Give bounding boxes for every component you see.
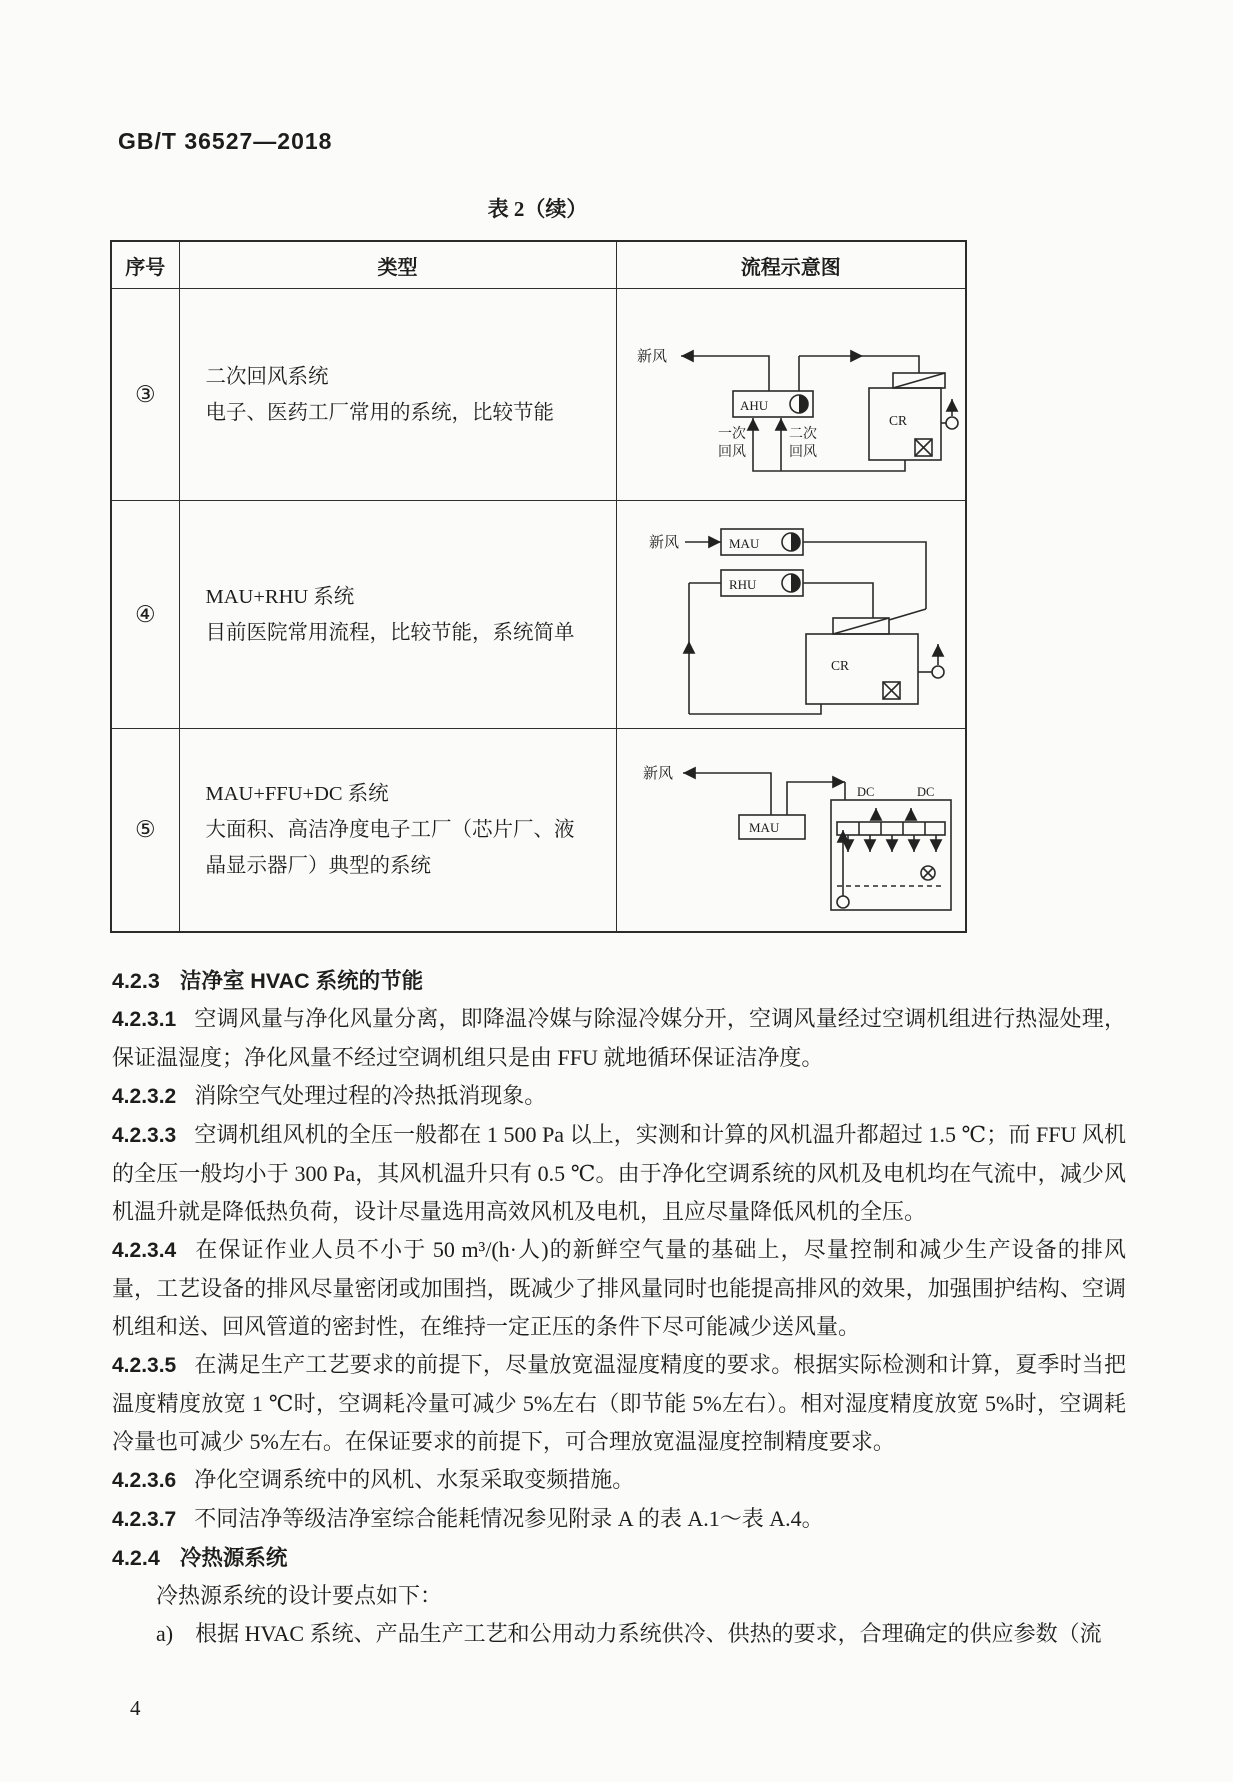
col-header-number: 序号 — [111, 241, 179, 289]
damper-icon — [915, 439, 932, 456]
clause-paragraph — [112, 1077, 1126, 1116]
list-item-label: a) — [156, 1621, 174, 1646]
type-desc: 大面积、高洁净度电子工厂（芯片厂、液晶显示器厂）典型的系统 — [205, 819, 575, 877]
table-header-row — [111, 241, 966, 289]
clause-paragraph — [112, 1346, 1126, 1461]
diagram-mau-rhu — [621, 506, 961, 718]
clause-number: 4.2.3.1 — [112, 1008, 177, 1031]
row-type — [179, 501, 616, 729]
clause-text: 在满足生产工艺要求的前提下，尽量放宽温湿度精度的要求。根据实际检测和计算，夏季时当把温度精度放宽 1 ℃时，空调耗冷量可减少 5%左右（即节能 5%左右）。相对湿度精度放宽 5%时，空调耗冷量也可减少 5%左右。在保证要求的前提下，可合理放宽温湿度控制精度要求。 — [112, 1352, 1126, 1454]
clause-paragraph — [112, 1000, 1126, 1077]
clause-number: 4.2.3.5 — [112, 1354, 177, 1377]
rhu-label: RHU — [728, 577, 757, 592]
duct-line — [889, 609, 926, 620]
type-desc: 目前医院常用流程，比较节能，系统简单 — [205, 621, 575, 644]
clause-text: 不同洁净等级洁净室综合能耗情况参见附录 A 的表 A.1～表 A.4。 — [194, 1506, 824, 1531]
duct-line — [803, 583, 873, 618]
clause-text: 在保证作业人员不小于 50 m³/(h·人)的新鲜空气量的基础上，尽量控制和减少生产设备的排风量，工艺设备的排风尽量密闭或加围挡，既减少了排风量同时也能提高排风的效果，加强围护结构、空调机组和送、回风管道的密封性，在维持一定正压的条件下尽可能减少送风量。 — [112, 1237, 1126, 1339]
mau-label: MAU — [748, 820, 780, 835]
rhu-unit — [721, 570, 803, 596]
row-type — [179, 289, 616, 501]
standard-number-header: GB/T 36527—2018 — [118, 128, 333, 154]
fresh-air-label: 新风 — [642, 766, 673, 782]
mau-unit — [721, 529, 803, 555]
ahu-label: AHU — [739, 398, 768, 413]
dc-label: DC — [856, 785, 875, 799]
duct-line — [721, 356, 769, 391]
row-diagram — [616, 729, 966, 933]
secondary-return-label: 二次 — [788, 427, 817, 442]
type-desc: 电子、医药工厂常用的系统，比较节能 — [205, 401, 554, 424]
table-row — [111, 501, 966, 729]
row-number: ④ — [111, 501, 179, 729]
section-title: 冷热源系统 — [179, 1546, 288, 1570]
diagram-secondary-return-air — [621, 303, 961, 481]
clause-paragraph — [112, 1500, 1126, 1539]
type-title: 二次回风系统 — [205, 365, 329, 388]
row-diagram — [616, 501, 966, 729]
clause-number: 4.2.3.6 — [112, 1469, 177, 1492]
section-number: 4.2.3 — [112, 969, 160, 993]
clause-number: 4.2.3.2 — [112, 1085, 177, 1108]
intro-paragraph: 冷热源系统的设计要点如下： — [156, 1583, 443, 1608]
damper-icon — [883, 682, 900, 699]
table-row — [111, 729, 966, 933]
type-title: MAU+FFU+DC 系统 — [205, 783, 389, 805]
exhaust-fan-icon — [941, 399, 958, 429]
supply-duct — [803, 542, 926, 609]
clause-number: 4.2.3.3 — [112, 1124, 177, 1147]
fresh-air-label: 新风 — [648, 535, 679, 551]
type-title: MAU+RHU 系统 — [205, 585, 355, 608]
section-number: 4.2.4 — [112, 1546, 160, 1570]
clause-text: 空调风量与净化风量分离，即降温冷媒与除湿冷媒分开，空调风量经过空调机组进行热湿处理，保证温湿度；净化风量不经过空调机组只是由 FFU 就地循环保证洁净度。 — [112, 1006, 1126, 1070]
row-number: ③ — [111, 289, 179, 501]
supply-duct — [787, 782, 845, 815]
row-diagram — [616, 289, 966, 501]
filter-icon — [833, 618, 889, 634]
table-title: 表 2（续） — [487, 197, 588, 221]
list-item-text: 根据 HVAC 系统、产品生产工艺和公用动力系统供冷、供热的要求，合理确定的供应参数（流 — [195, 1621, 1102, 1646]
clause-paragraph — [112, 1231, 1126, 1346]
cr-label: CR — [830, 658, 849, 673]
clause-paragraph — [112, 1116, 1126, 1231]
table-row — [111, 289, 966, 501]
clause-paragraph — [112, 1461, 1126, 1500]
return-duct — [689, 704, 821, 714]
cleanroom-box — [831, 800, 951, 910]
col-header-type: 类型 — [179, 241, 616, 289]
primary-return-duct — [753, 418, 905, 471]
section-heading-4-2-4 — [112, 1539, 1126, 1577]
dc-label: DC — [916, 785, 935, 799]
diagram-mau-ffu-dc — [621, 730, 961, 925]
mau-unit — [739, 815, 805, 839]
cleanroom-box — [806, 634, 918, 704]
body-text — [112, 962, 1126, 1653]
clause-text: 空调机组风机的全压一般都在 1 500 Pa 以上，实测和计算的风机温升都超过 1.5 ℃；而 FFU 风机的全压一般均小于 300 Pa，其风机温升只有 0.5 ℃。由于净化空调系统的风机及电机均在气流中，减少风机温升就是降低热负荷，设计尽量选用高效风机及电机，且应尽量降低风机的全压。 — [112, 1122, 1126, 1224]
cleanroom-box — [869, 388, 941, 460]
secondary-return-label: 回风 — [788, 445, 817, 460]
dry-coil-fan-icon — [921, 866, 935, 880]
section-title: 洁净室 HVAC 系统的节能 — [179, 969, 424, 993]
duct-line — [721, 773, 771, 815]
ffu-ceiling — [837, 822, 945, 835]
duct-line — [863, 356, 919, 373]
cr-label: CR — [888, 413, 907, 428]
page-number: 4 — [130, 1696, 141, 1720]
clause-text: 净化空调系统中的风机、水泵采取变频措施。 — [194, 1467, 635, 1492]
row-type — [179, 729, 616, 933]
list-item-a — [112, 1615, 1126, 1653]
process-table — [110, 240, 967, 933]
mau-label: MAU — [728, 536, 760, 551]
fresh-air-label: 新风 — [636, 349, 667, 365]
col-header-diagram: 流程示意图 — [616, 241, 966, 289]
filter-icon — [893, 373, 945, 388]
clause-text: 消除空气处理过程的冷热抵消现象。 — [194, 1083, 547, 1108]
primary-return-label: 一次 — [717, 427, 746, 442]
exhaust-fan-icon — [918, 644, 944, 678]
section-heading-4-2-3 — [112, 962, 1126, 1000]
clause-number: 4.2.3.4 — [112, 1239, 177, 1262]
ahu-unit — [733, 391, 813, 417]
clause-number: 4.2.3.7 — [112, 1508, 177, 1531]
primary-return-label: 回风 — [717, 445, 746, 460]
row-number: ⑤ — [111, 729, 179, 933]
